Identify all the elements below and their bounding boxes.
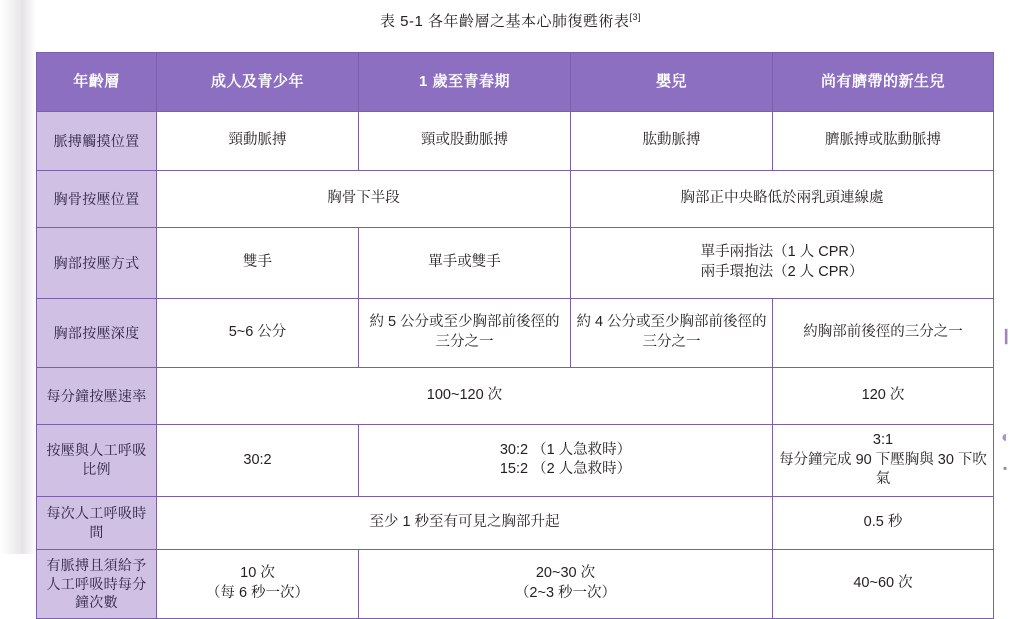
row-label-compression-depth: 胸部按壓深度	[37, 299, 157, 368]
table-caption-reference: [3]	[629, 12, 642, 22]
cpr-table-container	[36, 52, 994, 619]
table-header	[37, 53, 994, 112]
cell-method-child: 單手或雙手	[359, 228, 571, 299]
cell-depth-infant: 約 4 公分或至少胸部前後徑的三分之一	[571, 299, 773, 368]
cell-pulse-child: 頸或股動脈搏	[359, 112, 571, 171]
row-label-compression-rate: 每分鐘按壓速率	[37, 368, 157, 425]
row-label-pulse-location: 脈搏觸摸位置	[37, 112, 157, 171]
cell-method-infant-newborn: 單手兩指法（1 人 CPR） 兩手環抱法（2 人 CPR）	[571, 228, 994, 299]
cell-ratio-child-infant: 30:2 （1 人急救時） 15:2 （2 人急救時）	[359, 425, 773, 497]
table-caption-text: 表 5-1 各年齡層之基本心肺復甦術表	[379, 13, 630, 30]
table-row	[37, 368, 994, 425]
header-infant: 嬰兒	[571, 53, 773, 112]
cell-rescue-breath-child-infant: 20~30 次 （2~3 秒一次）	[359, 549, 773, 619]
cell-method-adult: 雙手	[157, 228, 359, 299]
cell-depth-child: 約 5 公分或至少胸部前後徑的三分之一	[359, 299, 571, 368]
cpr-table	[36, 52, 994, 619]
cell-rate-adult-infant: 100~120 次	[157, 368, 773, 425]
table-row	[37, 549, 994, 619]
cell-rescue-breath-adult: 10 次 （每 6 秒一次）	[157, 549, 359, 619]
table-body	[37, 112, 994, 619]
margin-mark-3: ▪	[1003, 461, 1008, 475]
page-edge-gradient	[0, 0, 36, 554]
table-row	[37, 228, 994, 299]
row-label-compression-location: 胸骨按壓位置	[37, 171, 157, 228]
row-label-compression-method: 胸部按壓方式	[37, 228, 157, 299]
cell-depth-adult: 5~6 公分	[157, 299, 359, 368]
cell-location-infant-newborn: 胸部正中央略低於兩乳頭連線處	[571, 171, 994, 228]
table-row	[37, 425, 994, 497]
table-row	[37, 171, 994, 228]
table-header-row	[37, 53, 994, 112]
row-label-rescue-breath-rate: 有脈搏且須給予人工呼吸時每分鐘次數	[37, 549, 157, 619]
margin-mark-1: ▎	[1005, 329, 1015, 344]
cell-pulse-adult: 頸動脈搏	[157, 112, 359, 171]
header-adult: 成人及青少年	[157, 53, 359, 112]
table-caption	[0, 10, 1021, 31]
cell-pulse-infant: 肱動脈搏	[571, 112, 773, 171]
table-row	[37, 496, 994, 549]
cell-breath-adult-infant: 至少 1 秒至有可見之胸部升起	[157, 496, 773, 549]
cell-ratio-adult: 30:2	[157, 425, 359, 497]
page-margin-marks	[1001, 330, 1019, 530]
row-label-breath-duration: 每次人工呼吸時間	[37, 496, 157, 549]
cell-pulse-newborn: 臍脈搏或肱動脈搏	[773, 112, 994, 171]
header-child: 1 歲至青春期	[359, 53, 571, 112]
cell-ratio-newborn: 3:1 每分鐘完成 90 下壓胸與 30 下吹氣	[773, 425, 994, 497]
header-age-group: 年齡層	[37, 53, 157, 112]
table-row	[37, 299, 994, 368]
cell-depth-newborn: 約胸部前後徑的三分之一	[773, 299, 994, 368]
margin-mark-2: ◐	[1001, 429, 1011, 446]
cell-rescue-breath-newborn: 40~60 次	[773, 549, 994, 619]
table-row	[37, 112, 994, 171]
row-label-compression-ventilation-ratio: 按壓與人工呼吸比例	[37, 425, 157, 497]
cell-rate-newborn: 120 次	[773, 368, 994, 425]
cell-breath-newborn: 0.5 秒	[773, 496, 994, 549]
header-newborn: 尚有臍帶的新生兒	[773, 53, 994, 112]
cell-location-adult-child: 胸骨下半段	[157, 171, 571, 228]
